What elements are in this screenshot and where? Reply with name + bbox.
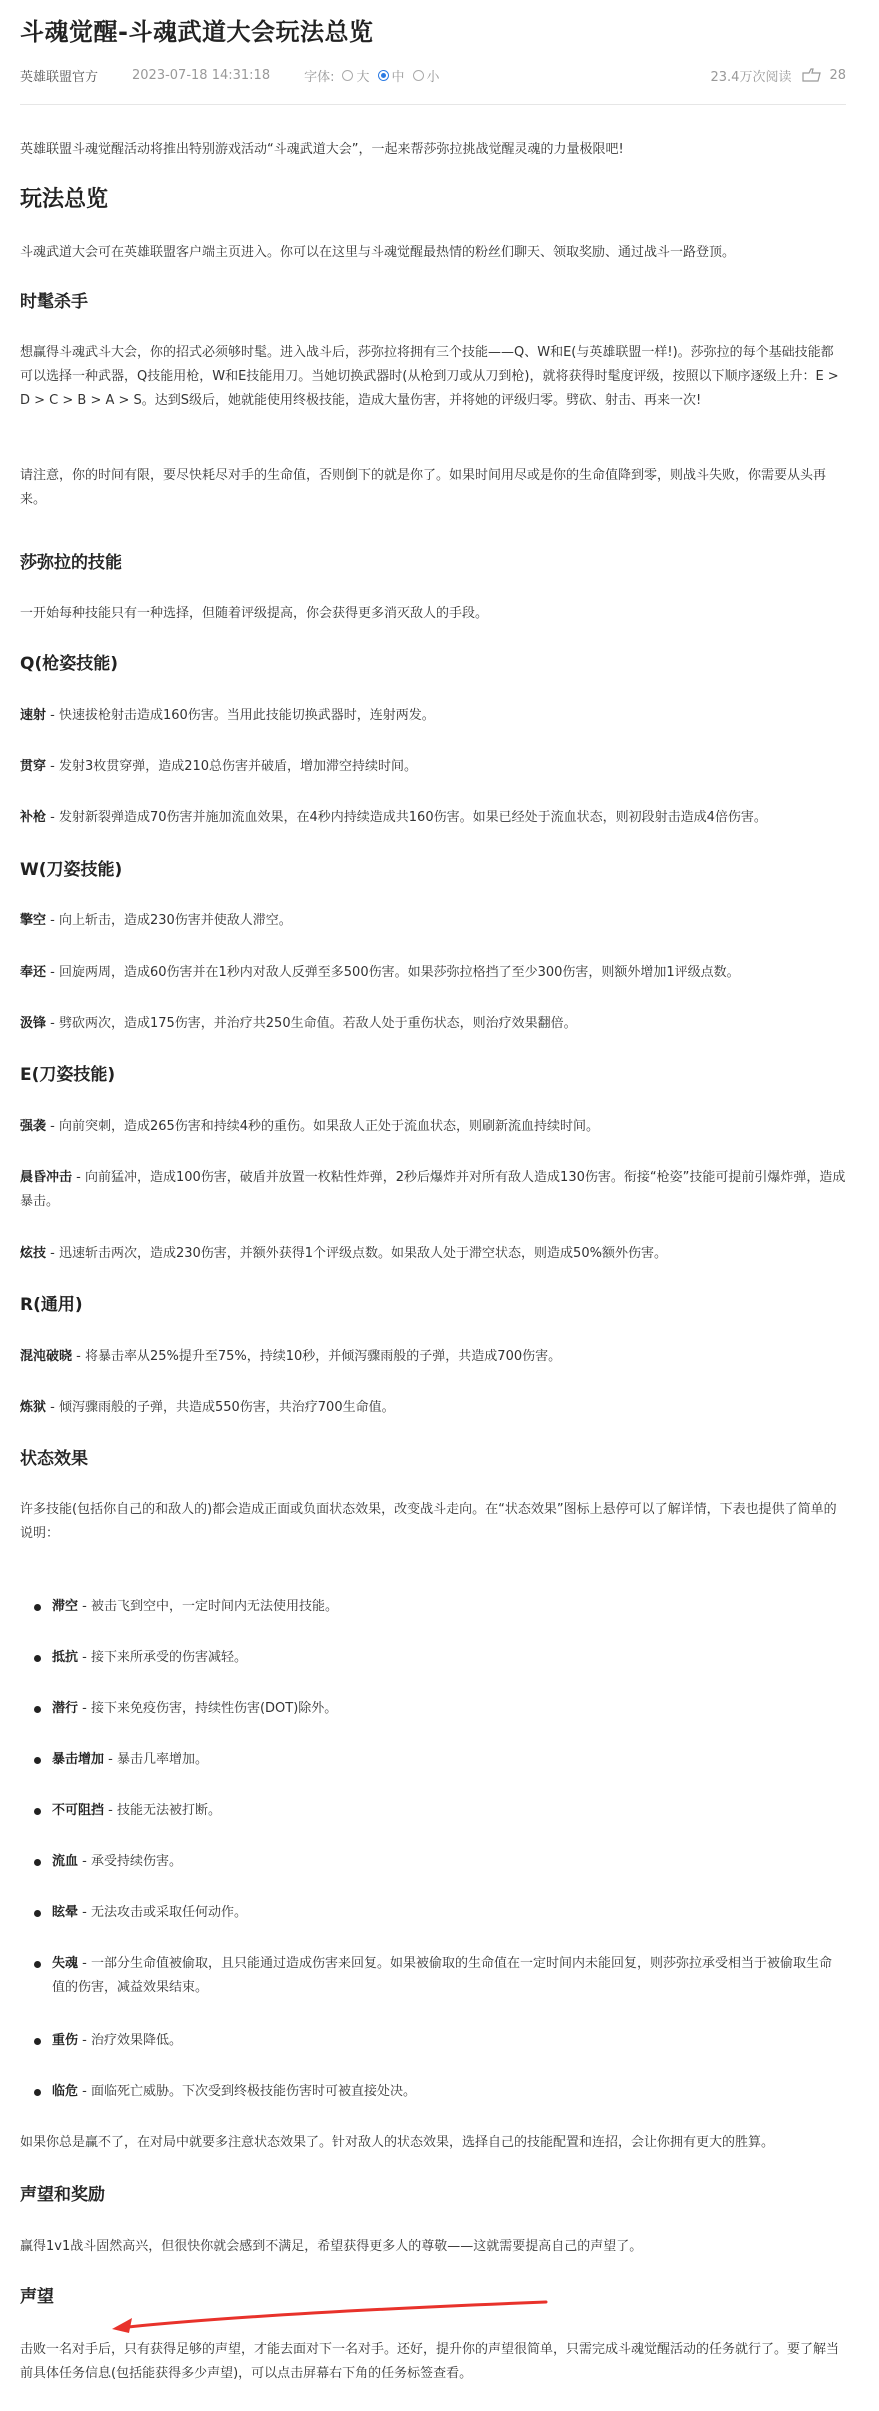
status-name: 不可阻挡 [52,1803,105,1818]
list-item [34,1799,844,1823]
skill-name: 炫技 [20,1246,47,1261]
publish-date: 2023-07-18 14:31:18 [132,67,271,83]
list-item [34,1646,844,1670]
status-desc: - 技能无法被打断。 [104,1803,221,1818]
status-desc: - 接下来免疫伤害，持续性伤害(DOT)除外。 [78,1701,338,1716]
like-icon [801,67,823,83]
annotation-arrow-icon [112,2300,552,2340]
status-name: 临危 [52,2084,79,2099]
time-killer-paragraph-2: 请注意，你的时间有限，要尽快耗尽对手的生命值，否则倒下的就是你了。如果时间用尽或是你的生命值降到零，则战斗失败，你需要从头再来。 [20,468,827,507]
list-item [34,1850,844,1874]
status-desc: - 被击飞到空中，一定时间内无法使用技能。 [78,1599,338,1614]
skill-name: 炼狱 [20,1400,47,1415]
skill-desc: - 回旋两周，造成60伤害并在1秒内对敌人反弹至多500伤害。如果莎弥拉格挡了至少300伤害，则额外增加1评级点数。 [46,965,740,980]
status-outro: 如果你总是赢不了，在对局中就要多注意状态效果了。针对敌人的状态效果，选择自己的技能配置和连招，会让你拥有更大的胜算。 [20,2135,775,2150]
font-size-label: 字体: [304,69,335,85]
read-count: 23.4万次阅读 [710,69,792,85]
font-size-selector [304,66,439,85]
like-button[interactable] [801,67,846,83]
header-divider [20,104,846,105]
author-name[interactable]: 英雄联盟官方 [20,69,99,85]
skill-desc: - 将暴击率从25%提升至75%，持续10秒，并倾泻骤雨般的子弹，共造成700伤害。 [72,1349,562,1364]
skill-desc: - 迅速斩击两次，造成230伤害，并额外获得1个评级点数。如果敌人处于滞空状态，则造成50%额外伤害。 [46,1246,667,1261]
section-heading: W(刀姿技能) [20,860,123,880]
font-option-label: 小 [426,69,440,85]
font-size-small[interactable] [413,66,440,85]
skill-name: 强袭 [20,1119,47,1134]
skill-entry [20,1345,846,1369]
status-desc: - 接下来所承受的伤害减轻。 [78,1650,247,1665]
skill-desc: - 向上斩击，造成230伤害并使敌人滞空。 [46,913,292,928]
font-size-large[interactable] [342,66,369,85]
skill-name: 擎空 [20,913,47,928]
rewards-paragraph: 赢得1v1战斗固然高兴，但很快你就会感到不满足，希望获得更多人的尊敬——这就需要提高自己的声望了。 [20,2239,643,2254]
status-name: 重伤 [52,2033,79,2048]
font-option-label: 大 [356,69,370,85]
skill-entry [20,909,846,933]
status-desc: - 承受持续伤害。 [78,1854,182,1869]
radio-selected-icon [378,70,389,81]
skill-name: 速射 [20,708,47,723]
skill-desc: - 倾泻骤雨般的子弹，共造成550伤害，共治疗700生命值。 [46,1400,395,1415]
section-heading: 状态效果 [20,1449,88,1469]
section-heading: 声望 [20,2287,54,2307]
font-option-label: 中 [391,69,405,85]
section-heading: R(通用) [20,1295,83,1315]
list-item [34,1901,844,1925]
skill-name: 混沌破晓 [20,1349,73,1364]
status-name: 流血 [52,1854,79,1869]
section-heading: 时髦杀手 [20,292,88,312]
status-name: 眩晕 [52,1905,79,1920]
skill-entry [20,704,846,728]
skill-name: 贯穿 [20,759,47,774]
font-size-medium[interactable] [378,66,405,85]
skill-entry [20,1115,846,1139]
skill-entry [20,806,846,830]
radio-icon [413,70,424,81]
skill-entry [20,755,846,779]
list-item [34,1748,844,1772]
article-title: 斗魂觉醒-斗魂武道大会玩法总览 [20,18,374,46]
article-stats [711,66,847,85]
time-killer-paragraph: 想赢得斗魂武斗大会，你的招式必须够时髦。进入战斗后，莎弥拉将拥有三个技能——Q、W和E(与英雄联盟一样!)。莎弥拉的每个基础技能都可以选择一种武器，Q技能用枪，W和E技能用刀。当她切换武器时(从枪到刀或从刀到枪)，就将获得时髦度评级，按照以下顺序逐级上升：E > D > C > B > A > S。达到S级后，她就能使用终极技能，造成大量伤害，并将她的评级归零。劈砍、射击、再来一次! [20,345,839,408]
radio-icon [342,70,353,81]
status-name: 暴击增加 [52,1752,105,1767]
status-paragraph: 许多技能(包括你自己的和敌人的)都会造成正面或负面状态效果，改变战斗走向。在“状态效果”图标上悬停可以了解详情，下表也提供了简单的说明： [20,1502,837,1541]
status-name: 抵抗 [52,1650,79,1665]
skill-desc: - 快速拔枪射击造成160伤害。当用此技能切换武器时，连射两发。 [46,708,435,723]
intro-paragraph: 英雄联盟斗魂觉醒活动将推出特别游戏活动“斗魂武道大会”，一起来帮莎弥拉挑战觉醒灵魂的力量极限吧! [20,142,624,157]
overview-paragraph: 斗魂武道大会可在英雄联盟客户端主页进入。你可以在这里与斗魂觉醒最热情的粉丝们聊天、领取奖励、通过战斗一路登顶。 [20,245,736,260]
reputation-paragraph: 击败一名对手后，只有获得足够的声望，才能去面对下一名对手。还好，提升你的声望很简单，只需完成斗魂觉醒活动的任务就行了。要了解当前具体任务信息(包括能获得多少声望)，可以点击屏幕右下角的任务标签查看。 [20,2342,840,2381]
skill-name: 汲锋 [20,1016,47,1031]
list-item [34,2029,844,2053]
status-desc: - 一部分生命值被偷取，且只能通过造成伤害来回复。如果被偷取的生命值在一定时间内未能回复，则莎弥拉承受相当于被偷取生命值的伤害，减益效果结束。 [52,1956,832,1995]
status-desc: - 治疗效果降低。 [78,2033,182,2048]
section-heading: 声望和奖励 [20,2185,105,2205]
status-desc: - 暴击几率增加。 [104,1752,208,1767]
skill-name: 补枪 [20,810,47,825]
list-item [34,2080,844,2104]
section-heading: 莎弥拉的技能 [20,553,122,573]
status-name: 失魂 [52,1956,79,1971]
section-heading: 玩法总览 [20,187,109,212]
status-name: 滞空 [52,1599,79,1614]
skill-desc: - 劈砍两次，造成175伤害，并治疗共250生命值。若敌人处于重伤状态，则治疗效果翻倍。 [46,1016,577,1031]
skill-entry [20,961,846,985]
like-count: 28 [829,67,846,83]
status-name: 潜行 [52,1701,79,1716]
skill-name: 晨昏冲击 [20,1170,73,1185]
list-item [34,1952,844,2000]
skill-desc: - 向前猛冲，造成100伤害，破盾并放置一枚粘性炸弹，2秒后爆炸并对所有敌人造成130伤害。衔接“枪姿”技能可提前引爆炸弹，造成暴击。 [20,1170,846,1209]
skill-entry [20,1396,846,1420]
section-heading: Q(枪姿技能) [20,654,118,674]
list-item [34,1595,844,1619]
status-desc: - 面临死亡威胁。下次受到终极技能伤害时可被直接处决。 [78,2084,416,2099]
skills-paragraph: 一开始每种技能只有一种选择，但随着评级提高，你会获得更多消灭敌人的手段。 [20,606,489,621]
skill-name: 奉还 [20,965,47,980]
skill-desc: - 发射3枚贯穿弹，造成210总伤害并破盾，增加滞空持续时间。 [46,759,418,774]
status-desc: - 无法攻击或采取任何动作。 [78,1905,247,1920]
skill-entry [20,1242,846,1266]
section-heading: E(刀姿技能) [20,1065,116,1085]
skill-entry [20,1012,846,1036]
skill-entry [20,1166,846,1214]
article-meta [20,64,846,86]
list-item [34,1697,844,1721]
skill-desc: - 向前突刺，造成265伤害和持续4秒的重伤。如果敌人正处于流血状态，则刷新流血持续时间。 [46,1119,600,1134]
skill-desc: - 发射新裂弹造成70伤害并施加流血效果，在4秒内持续造成共160伤害。如果已经处于流血状态，则初段射击造成4倍伤害。 [46,810,767,825]
